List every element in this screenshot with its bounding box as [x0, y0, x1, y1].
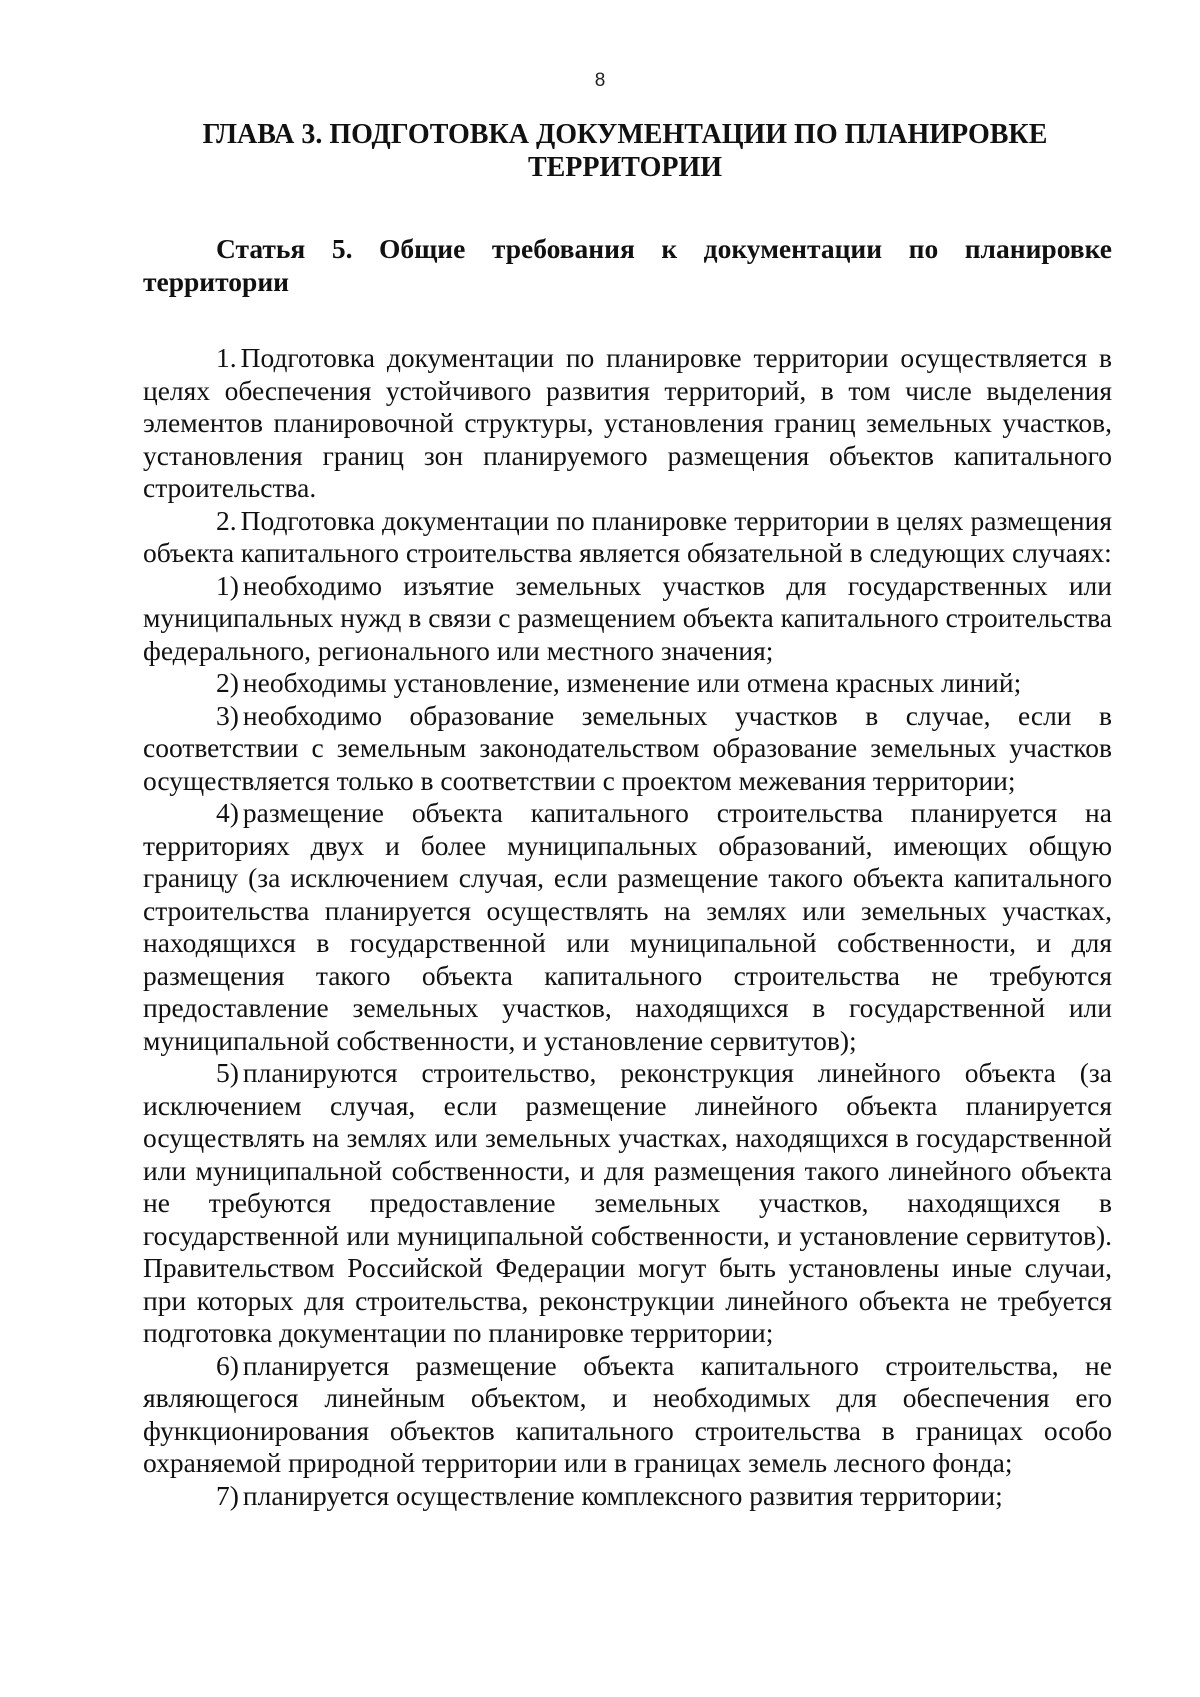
chapter-title: ГЛАВА 3. ПОДГОТОВКА ДОКУМЕНТАЦИИ ПО ПЛАНИРОВКЕ ТЕРРИТОРИИ — [202, 119, 1048, 183]
list-item-number: 2) — [216, 667, 239, 698]
list-item-number: 7) — [216, 1479, 239, 1511]
paragraph-1 — [143, 342, 1112, 505]
list-item-5 — [143, 1057, 1112, 1350]
list-item-number: 3) — [216, 699, 239, 731]
list-item-number: 4) — [216, 797, 239, 828]
list-item-text: планируются строительство, реконструкция линейного объекта (за исключением случая, если размещение линейного объекта планируется осуществлять на землях или земельных участках, находящихся в государственной или муниципальной собственности, и для размещения такого линейного объекта не требуются предоставление земельных участков, находящихся в государственной или муниципальной собственности, и установление сервитутов). Правительством Российской Федерации могут быть установлены иные случаи, при которых для строительства, реконструкции линейного объекта не требуется подготовка документации по планировке территории; — [143, 1057, 1112, 1348]
list-item-4 — [143, 797, 1112, 1057]
list-item-2 — [143, 667, 1112, 700]
paragraph-number: 2. — [216, 504, 237, 536]
list-item-3 — [143, 700, 1112, 798]
list-item-1 — [143, 570, 1112, 668]
article-title: Статья 5. Общие требования к документации по планировке территории — [143, 233, 1112, 297]
paragraph-2 — [143, 505, 1112, 570]
list-item-number: 5) — [216, 1057, 239, 1088]
list-item-text: необходимы установление, изменение или отмена красных линий; — [242, 667, 1022, 698]
paragraph-text: Подготовка документации по планировке территории осуществляется в целях обеспечения устойчивого развития территорий, в том числе выделения элементов планировочной структуры, установления границ земельных участков, установления границ зон планируемого размещения объектов капитального строительства. — [143, 342, 1112, 503]
list-item-text: планируется размещение объекта капитального строительства, не являющегося линейным объектом, и необходимых для обеспечения его функционирования объектов капитального строительства в границах особо охраняемой природной территории или в границах земель лесного фонда; — [143, 1349, 1112, 1478]
list-item-text: необходимо изъятие земельных участков для государственных или муниципальных нужд в связи с размещением объекта капитального строительства федерального, регионального или местного значения; — [143, 569, 1112, 666]
list-item-number: 1) — [216, 569, 239, 601]
list-item-text: размещение объекта капитального строительства планируется на территориях двух и более муниципальных образований, имеющих общую границу (за исключением случая, если размещение такого объекта капитального строительства планируется осуществлять на землях или земельных участках, находящихся в государственной или муниципальной собственности, и для размещения такого объекта капитального строительства не требуются предоставление земельных участков, находящихся в государственной или муниципальной собственности, и установление сервитутов); — [143, 797, 1112, 1056]
paragraph-text: Подготовка документации по планировке территории в целях размещения объекта капитального строительства является обязательной в следующих случаях: — [143, 504, 1112, 568]
paragraph-number: 1. — [216, 342, 237, 373]
list-item-text: необходимо образование земельных участков в случае, если в соответствии с земельным законодательством образование земельных участков осуществляется только в соответствии с проектом межевания территории; — [143, 699, 1112, 796]
list-item-6 — [143, 1350, 1112, 1480]
list-item-number: 6) — [216, 1349, 239, 1381]
page-number: 8 — [594, 70, 606, 91]
document-body — [143, 342, 1112, 1512]
list-item-text: планируется осуществление комплексного развития территории; — [242, 1479, 1003, 1511]
list-item-7 — [143, 1480, 1112, 1513]
